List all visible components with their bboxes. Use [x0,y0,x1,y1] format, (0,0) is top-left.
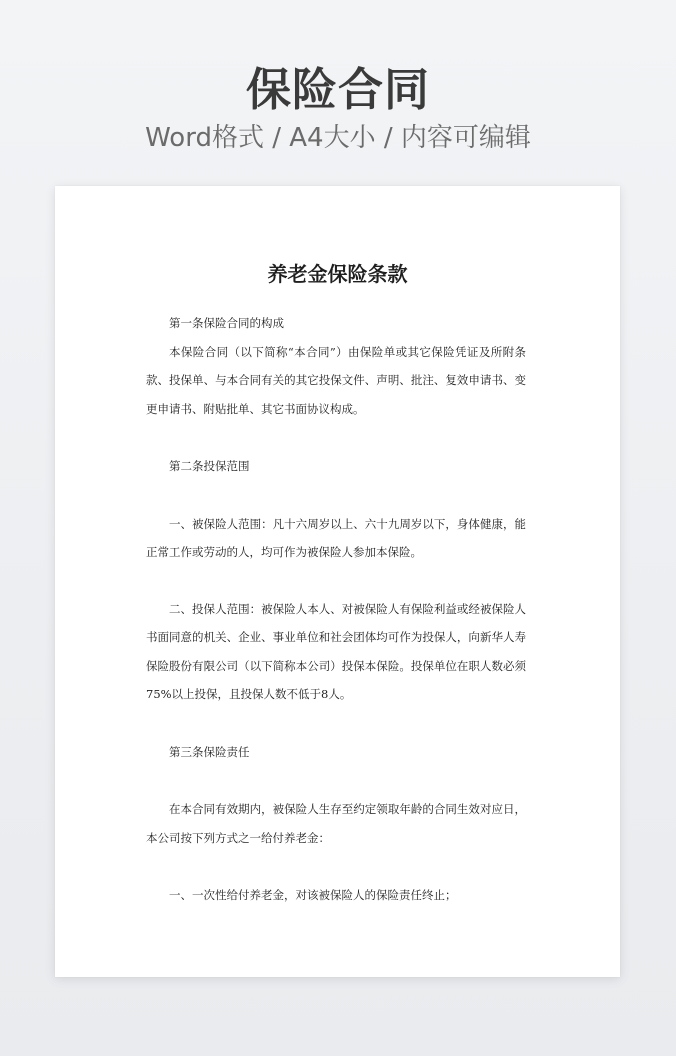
paragraph-liability: 在本合同有效期内，被保险人生存至约定领取年龄的合同生效对应日，本公司按下列方式之一给付养老金： [146,802,526,845]
document-body [146,309,526,910]
paragraph-insured-scope: 一、被保险人范围：凡十六周岁以上、六十九周岁以下，身体健康，能正常工作或劳动的人，均可作为被保险人参加本保险。 [146,516,526,559]
section-heading-3: 第三条保险责任 [169,744,250,759]
page-subtitle: Word格式 / A4大小 / 内容可编辑 [145,123,531,153]
spacer [146,567,526,595]
spacer [146,481,526,510]
spacer [146,766,526,795]
paragraph-policyholder-scope: 二、投保人范围：被保险人本人、对被保险人有保险利益或经被保险人书面同意的机关、企业、事业单位和社会团体均可作为投保人，向新华人寿保险股份有限公司（以下简称本公司）投保本保险。投保单位在职人数必须75%以上投保，且投保人数不低于8人。 [146,601,526,701]
spacer [146,423,526,452]
section-heading-2: 第二条投保范围 [169,459,250,473]
spacer [146,852,526,881]
document-page [55,186,620,977]
page-title: 保险合同 [245,63,430,116]
paragraph-contract-composition: 本保险合同（以下简称“本合同”）由保险单或其它保险凭证及所附条款、投保单、与本合同有关的其它投保文件、声明、批注、复效申请书、变更申请书、附贴批单、其它书面协议构成。 [146,344,526,416]
page-header [0,62,676,156]
document-title: 养老金保险条款 [267,262,408,286]
section-heading-1: 第一条保险合同的构成 [169,316,284,330]
paragraph-lump-sum: 一、一次性给付养老金，对该被保险人的保险责任终止； [169,888,457,902]
spacer [146,709,526,738]
